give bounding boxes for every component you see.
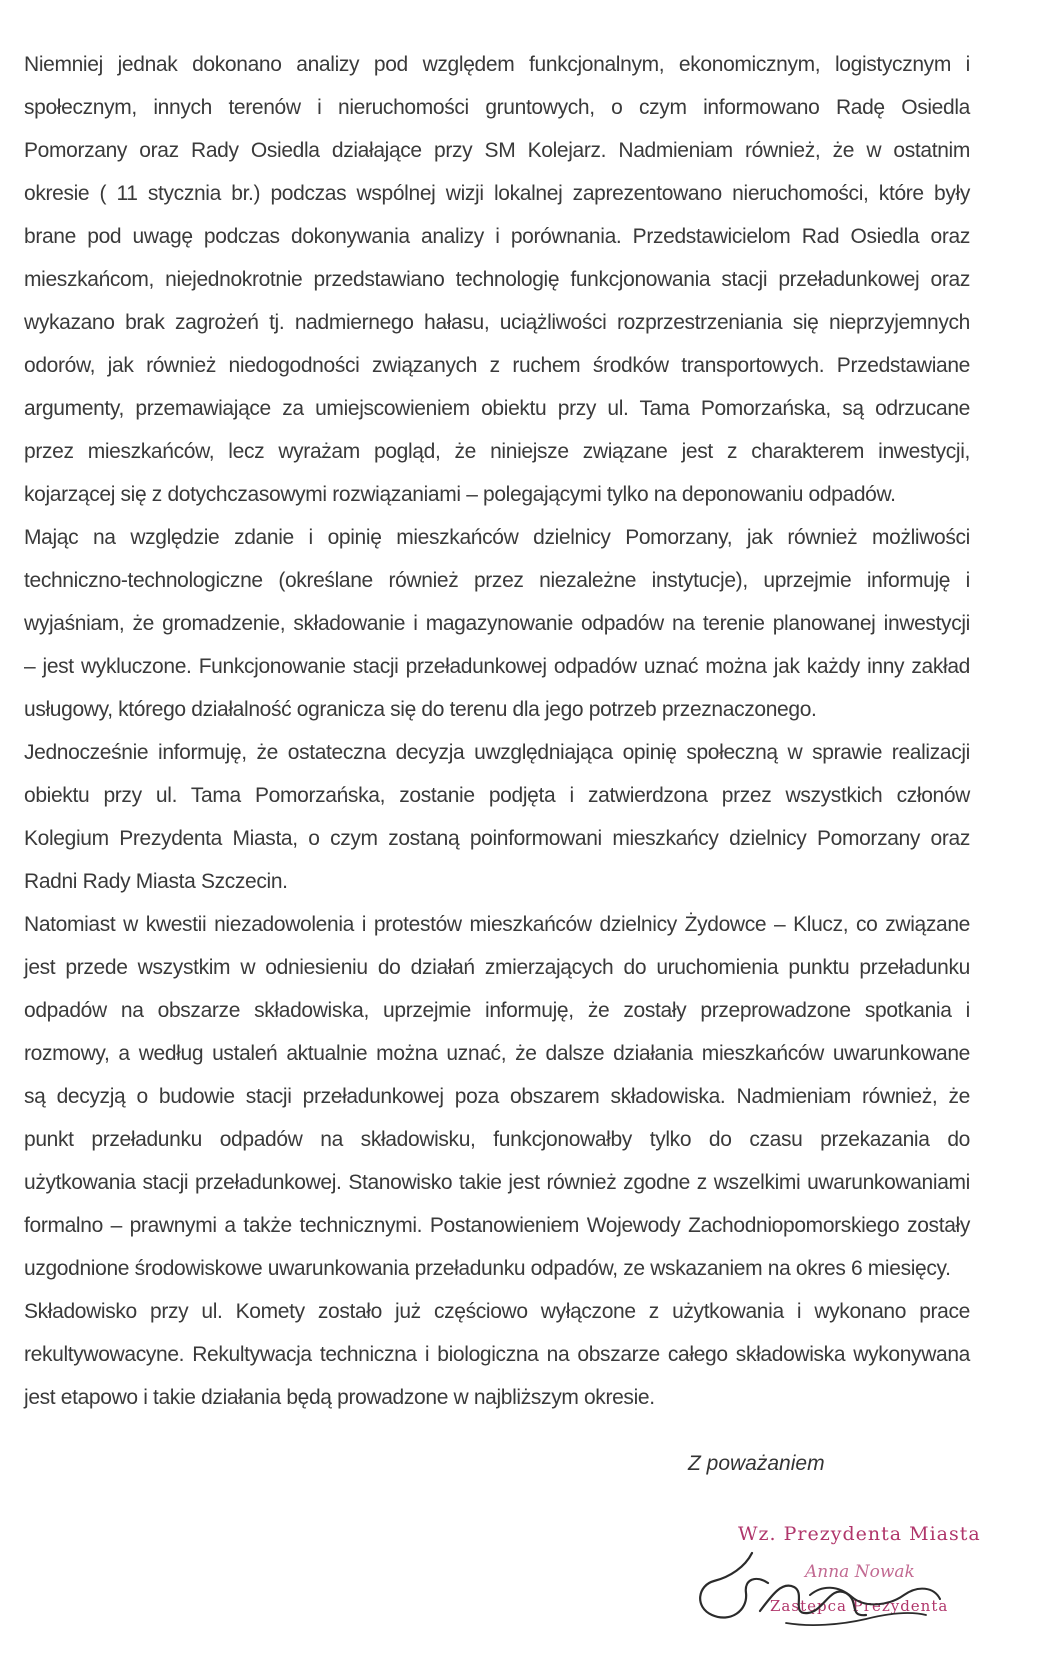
text-line: rozmowy, a według ustaleń aktualnie można uznać, że dalsze działania mieszkańców uwarunkowane <box>24 1042 970 1065</box>
text-line: przez mieszkańców, lecz wyrażam pogląd, że niniejsze związane jest z charakterem inwestycji, <box>24 440 970 463</box>
paragraph-2 <box>24 516 970 731</box>
paragraph-1 <box>24 43 970 516</box>
text-line: Kolegium Prezydenta Miasta, o czym zostaną poinformowani mieszkańcy dzielnicy Pomorzany oraz <box>24 827 970 850</box>
text-line: odpadów na obszarze składowiska, uprzejmie informuję, że zostały przeprowadzone spotkania i <box>24 999 970 1022</box>
text-line: Pomorzany oraz Rady Osiedla działające przy SM Kolejarz. Nadmieniam również, że w ostatnim <box>24 139 970 162</box>
text-line: Radni Rady Miasta Szczecin. <box>24 870 288 893</box>
text-line: formalno – prawnymi a także technicznymi. Postanowieniem Wojewody Zachodniopomorskiego zostały <box>24 1214 970 1237</box>
text-line: Niemniej jednak dokonano analizy pod względem funkcjonalnym, ekonomicznym, logistycznym i <box>24 53 970 76</box>
handwritten-signature <box>690 1515 1010 1640</box>
letter-body <box>24 43 970 1419</box>
text-line: kojarzącej się z dotychczasowymi rozwiązaniami – polegającymi tylko na deponowaniu odpadów. <box>24 483 896 506</box>
text-line: punkt przeładunku odpadów na składowisku, funkcjonowałby tylko do czasu przekazania do <box>24 1128 970 1151</box>
text-line: okresie ( 11 stycznia br.) podczas wspólnej wizji lokalnej zaprezentowano nieruchomości, które były <box>24 182 970 205</box>
text-line: odorów, jak również niedogodności związanych z ruchem środków transportowych. Przedstawiane <box>24 354 970 377</box>
paragraph-5 <box>24 1290 970 1419</box>
text-line: uzgodnione środowiskowe uwarunkowania przeładunku odpadów, ze wskazaniem na okres 6 miesięcy. <box>24 1257 951 1280</box>
text-line: wykazano brak zagrożeń tj. nadmiernego hałasu, uciążliwości rozprzestrzeniania się nieprzyjemnych <box>24 311 970 334</box>
stamp-title: Wz. Prezydenta Miasta <box>738 1523 981 1545</box>
stamp-name: Anna Nowak <box>805 1562 915 1582</box>
text-line: obiektu przy ul. Tama Pomorzańska, zostanie podjęta i zatwierdzona przez wszystkich członów <box>24 784 970 807</box>
text-line: brane pod uwagę podczas dokonywania analizy i porównania. Przedstawicielom Rad Osiedla oraz <box>24 225 970 248</box>
text-line: – jest wykluczone. Funkcjonowanie stacji przeładunkowej odpadów uznać można jak każdy inny zakład <box>24 655 970 678</box>
text-line: usługowy, którego działalność ogranicza się do terenu dla jego potrzeb przeznaczonego. <box>24 698 817 721</box>
text-line: mieszkańcom, niejednokrotnie przedstawiano technologię funkcjonowania stacji przeładunkowej oraz <box>24 268 970 291</box>
text-line: jest przede wszystkim w odniesieniu do działań zmierzających do uruchomienia punktu przeładunku <box>24 956 970 979</box>
official-stamp <box>690 1515 1020 1640</box>
paragraph-3 <box>24 731 970 903</box>
closing-salutation: Z poważaniem <box>688 1452 825 1475</box>
text-line: społecznym, innych terenów i nieruchomości gruntowych, o czym informowano Radę Osiedla <box>24 96 970 119</box>
text-line: argumenty, przemawiające za umiejscowieniem obiektu przy ul. Tama Pomorzańska, są odrzucane <box>24 397 970 420</box>
text-line: jest etapowo i takie działania będą prowadzone w najbliższym okresie. <box>24 1386 655 1409</box>
paragraph-4 <box>24 903 970 1290</box>
text-line: rekultywowacyne. Rekultywacja techniczna i biologiczna na obszarze całego składowiska wykonywana <box>24 1343 970 1366</box>
text-line: Mając na względzie zdanie i opinię mieszkańców dzielnicy Pomorzany, jak również możliwości <box>24 526 970 549</box>
text-line: Natomiast w kwestii niezadowolenia i protestów mieszkańców dzielnicy Żydowce – Klucz, co związane <box>24 913 970 936</box>
text-line: są decyzją o budowie stacji przeładunkowej poza obszarem składowiska. Nadmieniam również, że <box>24 1085 970 1108</box>
text-line: użytkowania stacji przeładunkowej. Stanowisko takie jest również zgodne z wszelkimi uwarunkowaniami <box>24 1171 970 1194</box>
text-line: Jednocześnie informuję, że ostateczna decyzja uwzględniająca opinię społeczną w sprawie realizacji <box>24 741 970 764</box>
text-line: techniczno-technologiczne (określane również przez niezależne instytucje), uprzejmie informuję i <box>24 569 970 592</box>
text-line: Składowisko przy ul. Komety zostało już częściowo wyłączone z użytkowania i wykonano prace <box>24 1300 970 1323</box>
text-line: wyjaśniam, że gromadzenie, składowanie i magazynowanie odpadów na terenie planowanej inwestycji <box>24 612 970 635</box>
stamp-role: Zastępca Prezydenta <box>770 1597 949 1615</box>
